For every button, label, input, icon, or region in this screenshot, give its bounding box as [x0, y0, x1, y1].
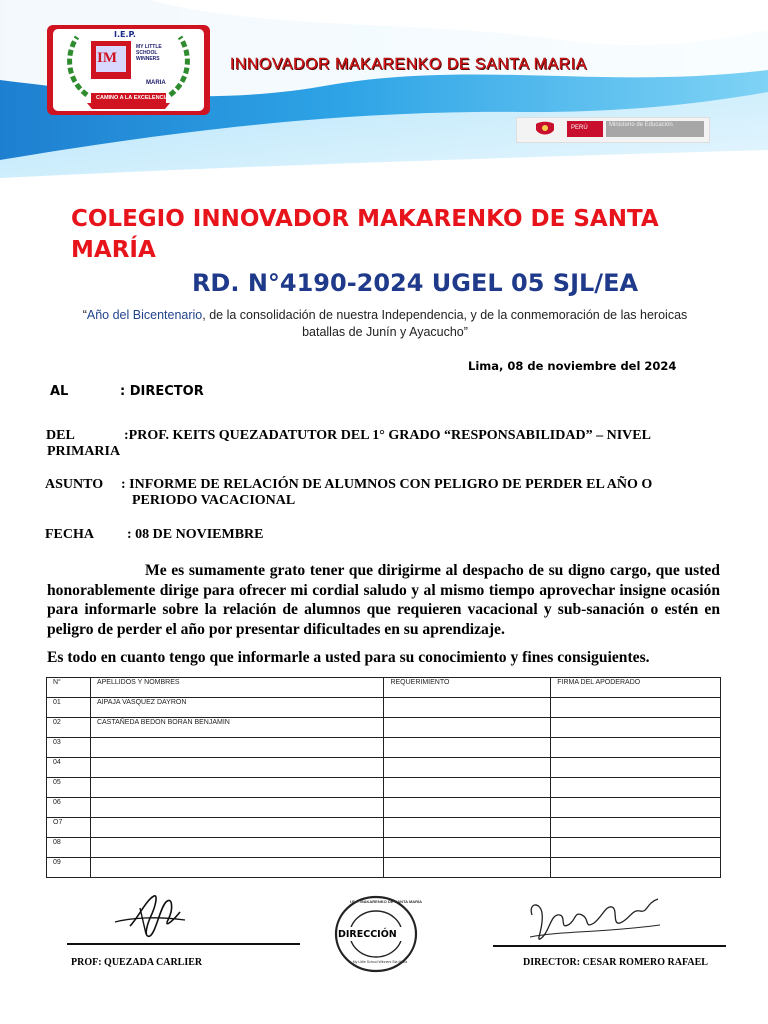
- to-value: : DIRECTOR: [120, 384, 204, 399]
- from-value-cont: PRIMARIA: [47, 444, 121, 459]
- subject-value: : INFORME DE RELACIÓN DE ALUMNOS CON PELIGRO DE PERDER EL AÑO O: [121, 477, 653, 492]
- table-cell: [551, 698, 721, 718]
- from-label: DEL: [46, 428, 75, 443]
- table-cell: AIPAJA VASQUEZ DAYRON: [90, 698, 384, 718]
- table-cell: [551, 858, 721, 878]
- table-header-cell: APELLIDOS Y NOMBRES: [90, 678, 384, 698]
- table-row: [47, 778, 721, 798]
- stamp-ring-bottom-text: My Little School Winners Sta Maria: [352, 960, 408, 964]
- table-row: [47, 858, 721, 878]
- to-label: AL: [50, 384, 69, 399]
- table-cell: 03: [47, 738, 91, 758]
- table-cell: [551, 818, 721, 838]
- table-cell: O7: [47, 818, 91, 838]
- table-cell: 01: [47, 698, 91, 718]
- table-row: [47, 758, 721, 778]
- table-cell: 08: [47, 838, 91, 858]
- table-row: [47, 698, 721, 718]
- table-cell: [551, 798, 721, 818]
- table-cell: 04: [47, 758, 91, 778]
- students-table: [46, 677, 721, 878]
- table-cell: [384, 778, 551, 798]
- table-cell: [551, 778, 721, 798]
- logo-side-text: MY LITTLE SCHOOL WINNERS: [136, 44, 162, 62]
- logo-initials: IM: [97, 50, 117, 66]
- table-cell: [90, 778, 384, 798]
- director-signature-icon: [520, 893, 670, 948]
- table-header-row: [47, 678, 721, 698]
- table-cell: [551, 718, 721, 738]
- teacher-name: PROF: QUEZADA CARLIER: [71, 957, 203, 968]
- teacher-signature-icon: [110, 888, 200, 943]
- table-cell: [384, 858, 551, 878]
- table-cell: [551, 738, 721, 758]
- table-cell: [384, 738, 551, 758]
- subject-label: ASUNTO: [45, 477, 104, 492]
- table-cell: 05: [47, 778, 91, 798]
- director-name: DIRECTOR: CESAR ROMERO RAFAEL: [523, 957, 708, 968]
- from-value: :PROF. KEITS QUEZADATUTOR DEL 1° GRADO “RESPONSABILIDAD” – NIVEL: [124, 428, 651, 443]
- resolution-number: RD. N°4190-2024 UGEL 05 SJL/EA: [191, 269, 639, 297]
- table-cell: [90, 738, 384, 758]
- table-cell: [90, 818, 384, 838]
- table-cell: 02: [47, 718, 91, 738]
- table-cell: [551, 758, 721, 778]
- date-value: : 08 DE NOVIEMBRE: [127, 527, 264, 542]
- table-cell: [90, 838, 384, 858]
- year-motto-highlight: Año del Bicentenario: [86, 308, 203, 322]
- table-row: [47, 818, 721, 838]
- table-cell: [90, 858, 384, 878]
- table-header-cell: REQUERIMIENTO: [384, 678, 551, 698]
- table-cell: [384, 698, 551, 718]
- table-row: [47, 798, 721, 818]
- date-line: Lima, 08 de noviembre del 2024: [468, 359, 677, 373]
- year-motto-rest: , de la consolidación de nuestra Independencia, y de la conmemoración de las heroicas batallas de Junín y Ayacucho”: [202, 308, 688, 339]
- peru-shield-icon: [534, 121, 556, 137]
- table-cell: [384, 798, 551, 818]
- table-cell: 09: [47, 858, 91, 878]
- table-cell: [384, 838, 551, 858]
- closing-paragraph: Es todo en cuanto tengo que informarle a usted para su conocimiento y fines consiguientes.: [47, 649, 650, 666]
- table-row: [47, 738, 721, 758]
- logo-name: MARIA: [146, 80, 166, 86]
- teacher-signature-line: [67, 943, 300, 945]
- gov-logo-ministry: Ministerio de Educación: [606, 121, 704, 137]
- table-cell: [90, 758, 384, 778]
- table-cell: [384, 818, 551, 838]
- document-title: COLEGIO INNOVADOR MAKARENKO DE SANTA MARÍA: [71, 206, 659, 263]
- body-paragraph: Me es sumamente grato tener que dirigirme al despacho de su digno cargo, que usted honorablemente dirige para ofrecer mi cordial saludo y al mismo tiempo aprovechar insigne ocasión para informarle sobre la relación de alumnos que requieren vacacional y sub-sanación o estén en peligro de perder el año por presentar dificultades en su aprendizaje.: [47, 562, 720, 638]
- stamp-center-text: DIRECCIÓN: [338, 929, 397, 940]
- banner-school-name: INNOVADOR MAKARENKO DE SANTA MARIA: [230, 56, 587, 73]
- logo-ribbon-text: CAMINO A LA EXCELENCIA: [96, 95, 170, 101]
- table-cell: CASTAÑEDA BEDON BORAN BENJAMIN: [90, 718, 384, 738]
- table-cell: [384, 758, 551, 778]
- table-cell: 06: [47, 798, 91, 818]
- year-motto: “Año del Bicentenario, de la consolidación de nuestra Independencia, y de la conmemoración de las heroicas batallas de Junín y Ayacucho”: [82, 308, 688, 339]
- table-row: [47, 718, 721, 738]
- date-label: FECHA: [45, 527, 94, 542]
- table-cell: [90, 798, 384, 818]
- table-cell: [551, 838, 721, 858]
- gov-logo-country: PERÚ: [567, 121, 603, 137]
- table-cell: [384, 718, 551, 738]
- table-header-cell: N°: [47, 678, 91, 698]
- table-header-cell: FIRMA DEL APODERADO: [551, 678, 721, 698]
- stamp-ring-text: I.E.P. MAKARENKO DE SANTA MARÍA: [349, 899, 423, 904]
- director-signature-line: [493, 945, 726, 947]
- table-row: [47, 838, 721, 858]
- subject-value-cont: PERIODO VACACIONAL: [132, 493, 296, 508]
- logo-top-text: I.E.P.: [114, 30, 136, 39]
